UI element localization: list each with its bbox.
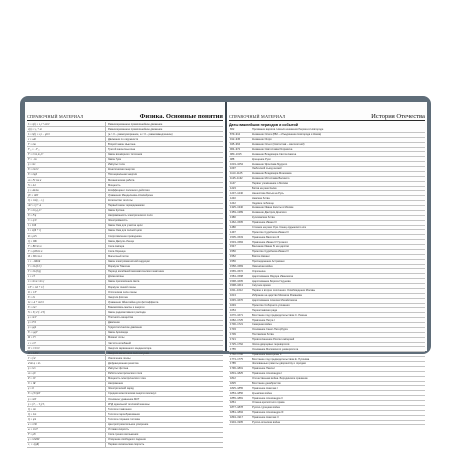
history-date: 1613 [230, 294, 236, 298]
history-date: 1325–1340 [230, 206, 243, 210]
formula-description: Увеличение линзы [108, 356, 131, 360]
section-label: СПРАВОЧНЫЙ МАТЕРИАЛ [27, 114, 84, 119]
history-event: Ледовое побоище [252, 201, 274, 205]
formula-description: Равнопеременное прямолинейное движение [108, 127, 163, 131]
formula-row [27, 443, 223, 448]
formula-cell: ρ = m/V [27, 316, 106, 320]
history-date: 1584–1598 [230, 274, 243, 278]
formula-cell: E = (3/2)kT [27, 392, 106, 396]
formula-cell: N = A/t [27, 183, 106, 187]
history-date: 1462–1505 [230, 221, 243, 225]
formula-cell: W = LI²/2 [27, 351, 106, 355]
formula-description: Закон преломления света [108, 280, 140, 284]
history-event: Опричнина [252, 269, 266, 273]
history-date: 1359–1389 [230, 211, 243, 215]
formula-description: Импульс тела [108, 163, 125, 167]
history-event: Смутное время [252, 284, 271, 288]
formula-cell: C = q/U [27, 219, 106, 223]
history-date: 1019–1054 [230, 162, 243, 166]
history-event: Основание Московского университета [252, 347, 299, 351]
history-subtitle: Даты важнейших периодов и событий [229, 123, 298, 127]
history-date: 1497 [230, 230, 236, 234]
physics-page [25, 102, 225, 447]
history-date: 1565–1572 [230, 269, 243, 273]
formula-description: КПД идеальной тепловой машины [108, 402, 150, 406]
formula-cell: a = v²/R [27, 423, 106, 427]
formula-cell: hν = A + mv²/2 [27, 300, 106, 304]
formula-cell: E = mv²/2 [27, 168, 106, 172]
history-event: Царствование Фёдора Ивановича [252, 274, 294, 278]
formula-description: Энергия магнитного поля катушки [108, 351, 150, 355]
formula-description: Закон Архимеда [108, 331, 128, 335]
history-event: Восстание под предводительством Е. Пугачёва [252, 357, 310, 361]
history-event: Правление Ивана IV Грозного [252, 240, 289, 244]
formula-description: Импульс фотона [108, 367, 129, 370]
formula-cell: 1/F = 1/d + 1/f [27, 285, 106, 289]
formula-description: Мощность [108, 183, 121, 187]
formula-cell: D = 1/F [27, 290, 106, 294]
history-event: Княжение Мстислава Великого [252, 177, 290, 181]
history-date: 1703 [230, 328, 236, 332]
history-date: 1240 [230, 196, 236, 200]
formula-cell: R = ρl/S [27, 234, 106, 238]
formula-cell: F₁₂ = −F₂₁ [27, 147, 106, 151]
history-date: 945–964 [230, 143, 241, 147]
formula-description: Дифракционная решётка [108, 361, 139, 365]
formula-table [27, 122, 223, 447]
formula-cell: F = G·m₁m₂/r² [27, 153, 106, 157]
formula-cell: p = nkT [27, 397, 106, 401]
history-date: 1861 [230, 401, 236, 405]
history-event: Княжение Владимира Мономаха [252, 172, 292, 176]
formula-cell: p = mv [27, 163, 106, 167]
history-date: 1097 [230, 167, 236, 171]
formula-cell: p = ρgh [27, 326, 106, 330]
formula-cell: d·sin φ = kλ [27, 361, 106, 365]
formula-cell: F = k·q₁q₂/r² [27, 209, 106, 213]
formula-description: Момент силы [108, 336, 125, 340]
formula-description: Закон Джоуля–Ленца [108, 239, 134, 243]
formula-cell: Γ = f/d [27, 356, 106, 360]
formula-description: Оптическая сила линзы [108, 290, 137, 294]
formula-cell: F = μN [27, 433, 106, 437]
formula-description: Уравнение Эйнштейна для фотоэффекта [108, 300, 159, 304]
history-date: 1237–1240 [230, 191, 243, 195]
formula-cell: p = F/S [27, 321, 106, 325]
formula-description: Ускорение свободного падения [108, 438, 146, 442]
history-date: 1904–1905 [230, 420, 243, 424]
history-event: Правление Александра II [252, 396, 283, 400]
formula-description: Коэффициент полезного действия [108, 188, 150, 192]
formula-cell: T = 2π√(LC) [27, 265, 106, 269]
history-date: 1380 [230, 216, 236, 220]
history-event: Венчание Ивана IV на царство [252, 245, 290, 249]
formula-description: Третий закон Ньютона [108, 147, 136, 151]
history-date: 1598–1605 [230, 279, 243, 283]
formula-cell: F = −kx [27, 158, 106, 162]
history-event: Эпоха дворцовых переворотов [252, 342, 290, 346]
formula-cell: Q = λm [27, 407, 106, 411]
formula-cell: ΔU = Q + A [27, 204, 106, 208]
history-event: Восстание декабристов [252, 381, 281, 385]
page-title: История Отечества [371, 112, 425, 120]
history-event: Княжение Ольги (Святослав – малолетний) [252, 143, 305, 147]
history-date: 1881–1894 [230, 411, 243, 415]
formula-cell: E = hν [27, 295, 106, 299]
history-event: Царствование Бориса Годунова [252, 279, 291, 283]
history-date: 1611–1612 [230, 289, 243, 293]
formula-cell: A = Fs·cos α [27, 178, 106, 182]
formula-cell: Fₐ = ρgV [27, 331, 106, 335]
history-date: 1558–1583 [230, 264, 243, 268]
formula-cell: pV = νRT [27, 193, 106, 197]
formula-description: Уравнение Менделеева–Клапейрона [108, 193, 153, 197]
formula-description: Напряжение [108, 382, 124, 386]
history-date: 1125–1132 [230, 177, 243, 181]
history-date: 1682–1725 [230, 318, 243, 322]
history-date: 1550 [230, 250, 236, 254]
history-date: 1700–1721 [230, 323, 243, 327]
history-event: Крещение Руси [252, 157, 271, 161]
formula-cell: η = Aп/Aз [27, 188, 106, 192]
history-date: 1721 [230, 338, 236, 342]
formula-description: Длина волны [108, 275, 124, 279]
formula-cell: T = 2π√(l/g) [27, 270, 106, 274]
formula-cell: E = mgh [27, 173, 106, 177]
formula-description: Магнитный поток [108, 254, 129, 258]
formula-cell: W = CU²/2 [27, 346, 106, 350]
history-event: Провозглашение России империей [252, 338, 295, 342]
formula-cell: Φ = BS·cos α [27, 254, 106, 258]
history-event: Присоединение Астрахани [252, 260, 285, 264]
history-event: Принятие Соборного уложения [252, 303, 290, 307]
formula-cell: Q = qm [27, 417, 106, 421]
history-event: Княжение Олега (882 – объединение Новгорода и Киева) [252, 133, 322, 137]
history-date: 1812 [230, 377, 236, 381]
history-event: Правление Екатерины II [252, 352, 282, 356]
formula-description: Закон радиоактивного распада [108, 310, 146, 314]
history-event: Правление Николая I [252, 386, 278, 390]
history-date: 912–945 [230, 138, 241, 142]
formula-description: Средняя кинетическая энергия молекул [108, 392, 157, 396]
history-date: 1725–1762 [230, 342, 243, 346]
formula-description: Закон Кулона [108, 209, 125, 213]
formula-description: Работа электрического поля [108, 372, 143, 376]
history-event: Невская битва [252, 196, 270, 200]
formula-description: Энергия фотона [108, 295, 128, 299]
history-date: 862 [230, 128, 235, 132]
history-date: 1855–1881 [230, 396, 243, 400]
formula-description: Сила Ампера [108, 244, 125, 248]
history-date: 980–1015 [230, 152, 242, 156]
history-event: Любечский съезд князей [252, 167, 282, 171]
history-event: Принятие Судебника Ивана III [252, 230, 289, 234]
formula-description: Давление [108, 321, 120, 325]
formula-cell: v = ωR [27, 137, 106, 141]
history-event: Царствование Алексея Михайловича [252, 299, 298, 303]
history-page [227, 102, 427, 424]
formula-cell: ν = 1/T [27, 341, 106, 345]
history-event: Княжение Игоря [252, 138, 272, 142]
history-event: Жалованные грамоты дворянству и городам [252, 362, 306, 366]
history-table [229, 122, 425, 424]
formula-cell: η = (T₁ − T₂)/T₁ [27, 402, 106, 406]
history-date: 1773–1775 [230, 357, 243, 361]
history-event: Русско-турецкая война [252, 406, 280, 410]
formula-description: Первый закон термодинамики [108, 204, 145, 207]
history-event: Принятие Судебника Ивана IV [252, 250, 289, 254]
formula-description: (a > 0 – равноускоренное, a < 0 – равнозамедленное) [108, 132, 173, 136]
history-event: Взятие Казани [252, 255, 270, 259]
history-page-header [229, 109, 425, 121]
history-event: Основание Санкт-Петербурга [252, 328, 288, 332]
formula-cell: I = ε/(R + r) [27, 229, 106, 233]
formula-description: Мощность электрического тока [108, 377, 146, 381]
history-date: 1223 [230, 186, 236, 190]
formula-cell: I = U/R [27, 224, 106, 228]
formula-cell: S = s(t) = v₀t + at²/2 [27, 122, 106, 126]
history-event: Призвание варягов. Начало княжения Рюрика в Новгороде [252, 128, 324, 132]
history-date: 1480 [230, 225, 236, 229]
formula-description: Закон электромагнитной индукции [108, 260, 150, 264]
formula-description: Частота колебаний [108, 341, 132, 345]
history-date: 964–972 [230, 147, 241, 151]
formula-cell: ε = −ΔΦ/Δt [27, 260, 106, 264]
history-event: Правление Ивана III [252, 221, 277, 225]
formula-description: Теплота плавления [108, 407, 132, 411]
formula-description: Сила Лоренца [108, 249, 126, 253]
formula-description: Формула Томсона [108, 265, 130, 269]
formula-description: Угловая скорость [108, 428, 129, 432]
formula-description: Потенциальная энергия [108, 173, 137, 177]
history-event: Правление Николая II [252, 416, 279, 420]
history-event: Избрание на царство Михаила Романова [252, 294, 302, 298]
formula-description: Движение по окружности [108, 137, 139, 141]
history-event: Отмена крепостного права [252, 401, 285, 405]
formula-cell: F = qvB·sin α [27, 249, 106, 253]
history-event: Первое и второе ополчения. Освобождение Москвы [252, 289, 316, 293]
history-date: 1242 [230, 201, 236, 205]
formula-description: Сила трения скольжения [108, 433, 139, 437]
formula-cell: λ = vT [27, 275, 106, 279]
formula-description: Первая космическая скорость [108, 443, 145, 447]
formula-description: Энергия заряженного конденсатора [108, 346, 152, 350]
formula-description: Кинетическая энергия [108, 168, 135, 172]
history-event: Княжение Дмитрия Донского [252, 211, 287, 215]
history-date: 1505–1533 [230, 235, 243, 239]
physics-page-header [27, 109, 223, 121]
history-date: 1762–1796 [230, 352, 243, 356]
history-date: 1825 [230, 381, 236, 385]
history-event: Русско-японская война [252, 420, 280, 424]
formula-cell: U = IR [27, 382, 106, 386]
formula-description: Электроёмкость [108, 219, 128, 223]
history-date: 1853–1856 [230, 391, 243, 395]
formula-cell: Q = I²Rt [27, 239, 106, 243]
formula-cell: v(t) = v₀ + at [27, 127, 106, 131]
history-event: Правление Павла I [252, 367, 276, 371]
history-event: Переяславская рада [252, 308, 278, 312]
history-date: 1533–1584 [230, 240, 243, 244]
formula-description: Закон Ома для полной цепи [108, 229, 142, 233]
formula-cell: E = F/q [27, 214, 106, 218]
formula-description: Формула тонкой линзы [108, 285, 136, 289]
history-event: Нашествие Батыя на Русь [252, 191, 284, 195]
formula-description: Количество теплоты [108, 198, 133, 202]
formula-description: Электрический заряд [108, 387, 134, 391]
history-date: 879–912 [230, 133, 241, 137]
history-event: Битва на реке Калке [252, 186, 277, 190]
formula-description: Гидростатическое давление [108, 326, 142, 330]
history-date: 1709 [230, 333, 236, 337]
formula-cell: n = sin α / sin γ [27, 280, 106, 284]
history-date: 1654 [230, 308, 236, 312]
formula-description: Закон Ома для участка цепи [108, 224, 143, 228]
history-date: 1785 [230, 362, 236, 366]
page-title: Физика. Основные понятия [139, 112, 223, 120]
history-event: Правление Александра III [252, 411, 284, 415]
formula-description: Второй закон Ньютона [108, 142, 136, 146]
formula-cell: M = Fl [27, 336, 106, 340]
history-event: Княжение Ивана Калиты в Москве [252, 206, 294, 210]
formula-description: Закон всемирного тяготения [108, 153, 143, 157]
history-date: 1113–1125 [230, 172, 243, 176]
history-date: 1755 [230, 347, 236, 351]
formula-description: Механическая работа [108, 178, 135, 182]
formula-cell: ω = 2π/T [27, 428, 106, 432]
formula-description: Основное уравнение МКТ [108, 397, 140, 401]
formula-cell: P = UI [27, 377, 106, 381]
history-date: 1877–1878 [230, 406, 243, 410]
history-date: 1894–1917 [230, 416, 243, 420]
history-event: Северная война [252, 323, 272, 327]
formula-description: Теплота парообразования [108, 412, 140, 416]
formula-description: Закон Гука [108, 158, 121, 162]
history-event: Правление Василия III [252, 235, 280, 239]
formula-description: Плотность вещества [108, 316, 134, 320]
history-event: Княжение Ярослава Мудрого [252, 162, 288, 166]
formula-cell: E = mc² [27, 305, 106, 309]
formula-description: Центростремительное ускорение [108, 423, 149, 427]
formula-description: Период колебаний математического маятника [108, 270, 164, 274]
history-date: 988 [230, 157, 235, 161]
history-event: Княжение Святослава Игоревича [252, 147, 293, 151]
history-event: Стояние на реке Угре. Конец ордынского ига [252, 225, 306, 229]
history-date: 1825–1855 [230, 386, 243, 390]
history-event: Куликовская битва [252, 216, 275, 220]
history-event: Правление Александра I [252, 372, 282, 376]
history-date: 1645–1676 [230, 299, 243, 303]
history-date: 1556 [230, 260, 236, 264]
notebook-spread [20, 96, 431, 447]
formula-cell: q = It [27, 387, 106, 391]
formula-description: Теплота сгорания топлива [108, 417, 140, 421]
formula-cell: v₁ = √(gR) [27, 443, 106, 447]
history-event: Полтавская битва [252, 333, 274, 337]
history-event: Отечественная война. Бородинское сражение [252, 377, 308, 381]
formula-cell: p = h/λ [27, 367, 106, 371]
history-date: 1670–1671 [230, 313, 243, 317]
formula-cell: Q = Lm [27, 412, 106, 416]
history-date: 1796–1801 [230, 367, 243, 371]
history-row [229, 421, 425, 426]
history-event: Княжение Владимира Святославича [252, 152, 297, 156]
formula-description: Напряжённость электрического поля [108, 214, 153, 218]
history-event: Правление Петра I [252, 318, 275, 322]
section-label: СПРАВОЧНЫЙ МАТЕРИАЛ [229, 114, 286, 119]
formula-cell: F = BIl·sin α [27, 244, 106, 248]
formula-description: Равнопеременное прямолинейное движение [108, 122, 163, 126]
history-date: 1147 [230, 182, 236, 186]
history-date: 1801–1825 [230, 372, 243, 376]
history-date: 1598–1613 [230, 284, 243, 288]
formula-cell: h = h(t) = v₀t − gt²/2 [27, 132, 106, 136]
history-event: Восстание под предводительством С. Разина [252, 313, 307, 317]
history-event: Ливонская война [252, 264, 273, 268]
formula-cell: Q = cm(t₂ − t₁) [27, 198, 106, 202]
formula-cell: N = N₀·2^(−t/T) [27, 310, 106, 314]
formula-cell: g = GM/R² [27, 438, 106, 442]
formula-description: Сопротивление проводника [108, 234, 142, 238]
formula-cell: F = ma [27, 142, 106, 146]
formula-cell: A = qU [27, 372, 106, 376]
history-event: Крымская война [252, 391, 272, 395]
history-date: 1552 [230, 255, 236, 259]
formula-description: Взаимосвязь массы и энергии [108, 305, 145, 309]
history-date: 1649 [230, 303, 236, 307]
history-date: 1547 [230, 245, 236, 249]
history-event: Первое упоминание о Москве [252, 182, 289, 186]
